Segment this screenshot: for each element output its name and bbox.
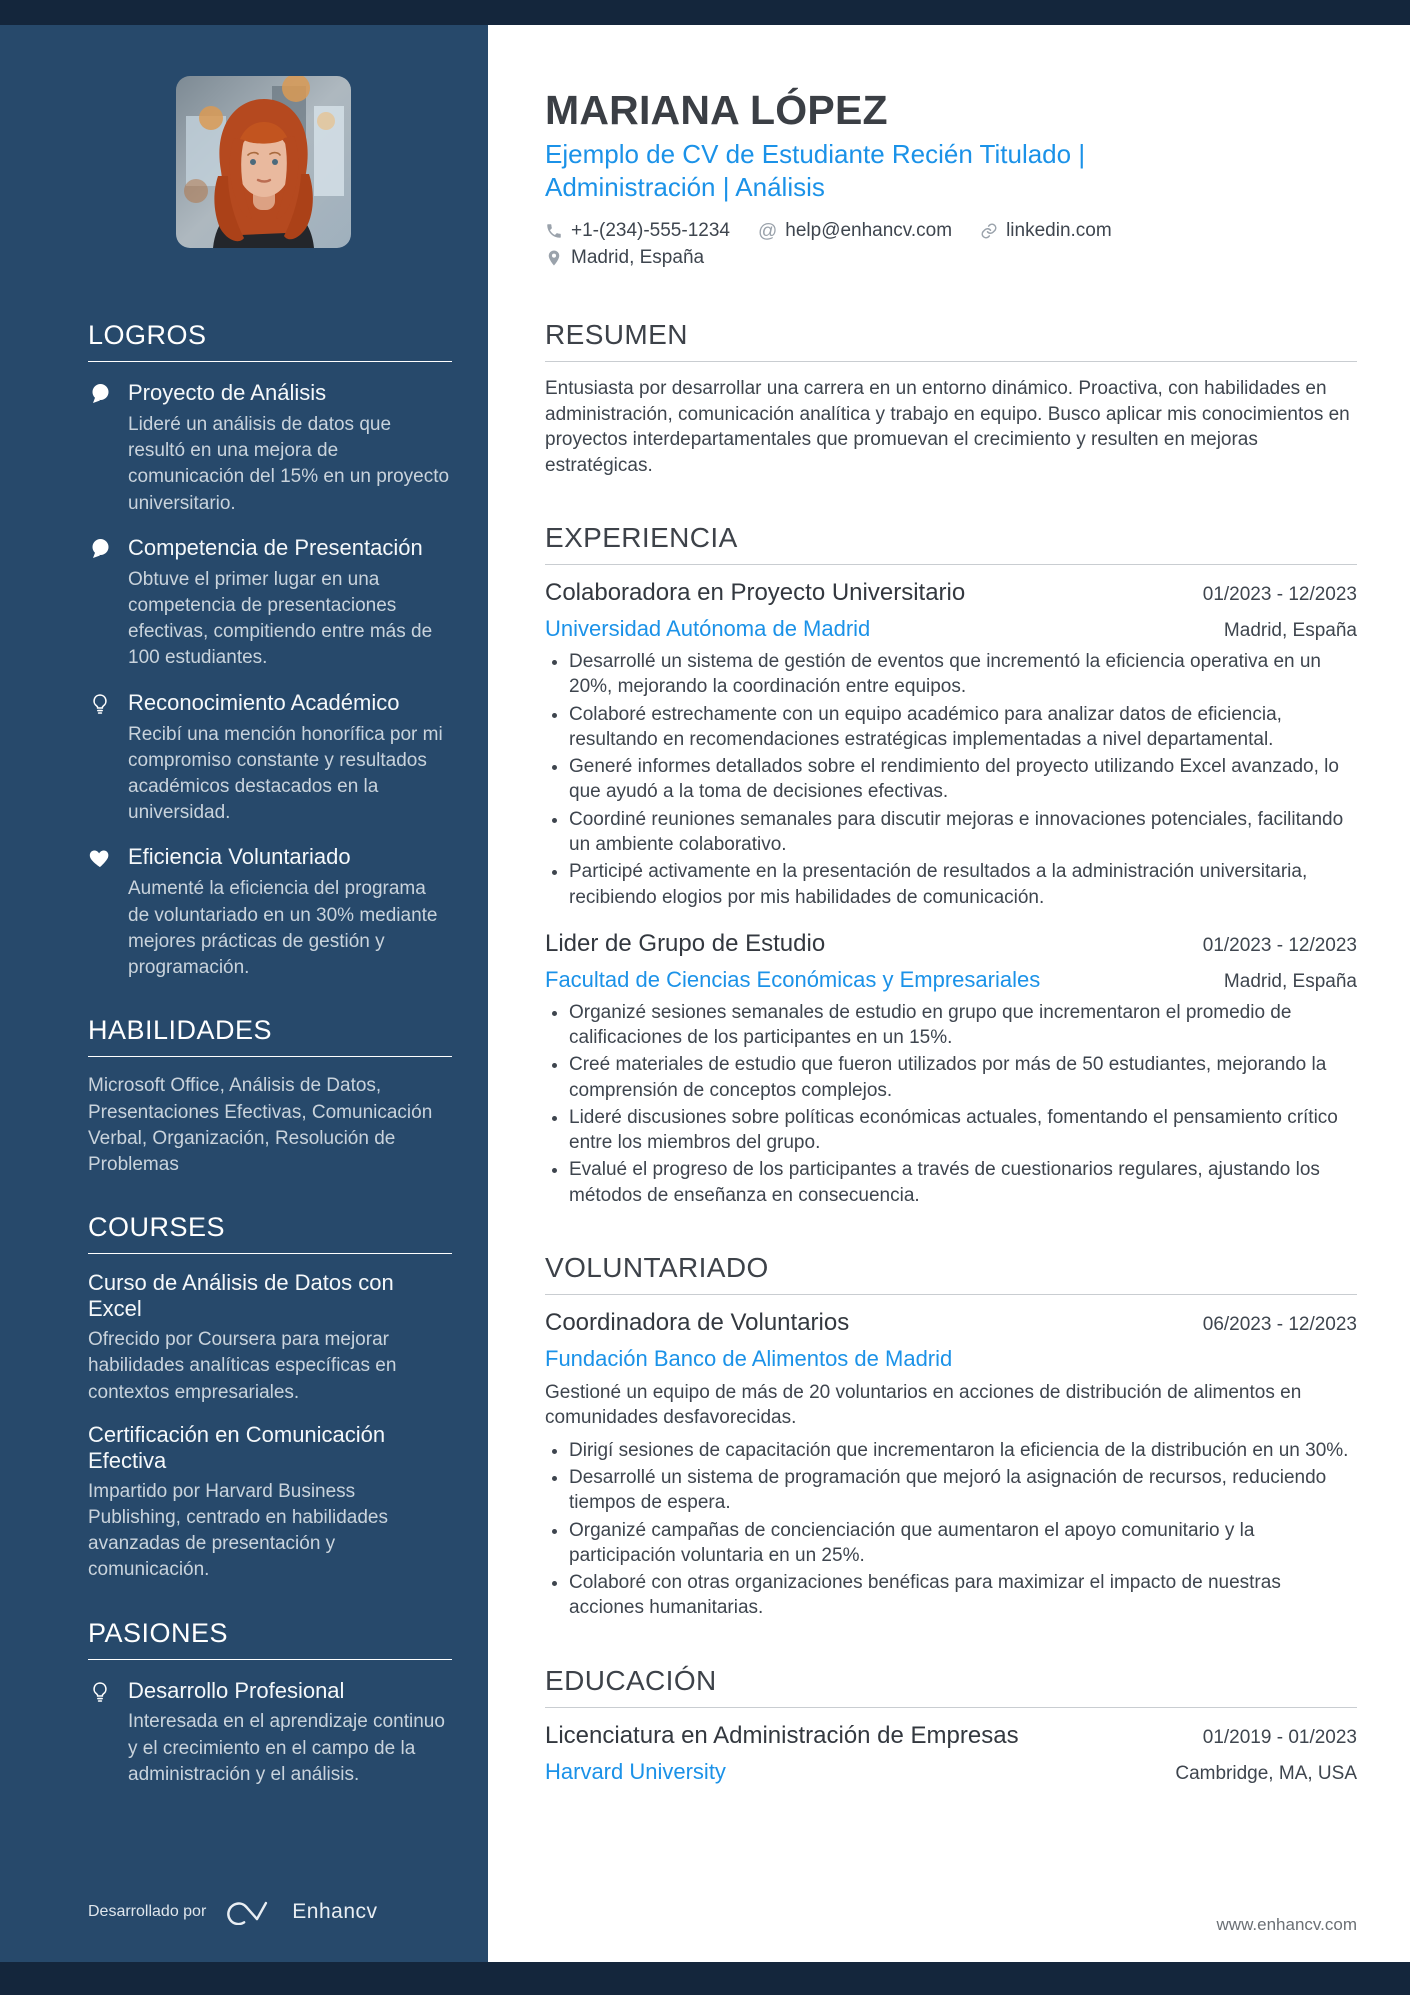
- section-habilidades: [88, 1015, 452, 1178]
- lightbulb-icon: [88, 1678, 128, 1789]
- candidate-name: MARIANA LÓPEZ: [545, 87, 888, 133]
- head-profile-icon: [88, 380, 128, 517]
- logros-heading: LOGROS: [88, 320, 452, 362]
- course-title: Certificación en Comunicación Efectiva: [88, 1421, 386, 1473]
- logro-item: [88, 535, 452, 672]
- degree-title: Licenciatura en Administración de Empresas: [545, 1721, 1019, 1749]
- experience-entry: [545, 930, 1357, 1208]
- phone-number: +1-(234)-555-1234: [571, 220, 730, 242]
- bullet-item: • Evalué el progreso de los participantes a través de cuestionarios regulares, ajustando los métodos de enseñanza en consecuencia.: [569, 1157, 1357, 1208]
- location-row: [545, 247, 1357, 269]
- bullet-item: • Colaboré estrechamente con un equipo académico para analizar datos de eficiencia, resultando en recomendaciones estratégicas implementadas a nivel departamental.: [569, 702, 1357, 753]
- heart-icon: [88, 844, 128, 981]
- section-voluntariado: [545, 1252, 1357, 1621]
- lightbulb-icon: [88, 690, 128, 827]
- website-url: linkedin.com: [1006, 220, 1112, 242]
- voluntariado-heading: VOLUNTARIADO: [545, 1252, 1357, 1295]
- head-profile-icon: [88, 535, 128, 672]
- pasion-title: Desarrollo Profesional: [128, 1677, 345, 1703]
- pasiones-heading: PASIONES: [88, 1618, 452, 1660]
- logro-title: Competencia de Presentación: [128, 534, 423, 560]
- bullet-item: • Organizé sesiones semanales de estudio en grupo que incrementaron el promedio de calificaciones de los participantes en un 15%.: [569, 1000, 1357, 1051]
- bullet-item: • Creé materiales de estudio que fueron utilizados por más de 50 estudiantes, mejorando la comprensión de conceptos complejos.: [569, 1052, 1357, 1103]
- course-title: Curso de Análisis de Datos con Excel: [88, 1270, 394, 1322]
- at-icon: @: [757, 220, 778, 242]
- logro-item: [88, 690, 452, 827]
- company-link[interactable]: Universidad Autónoma de Madrid: [545, 616, 871, 642]
- educacion-heading: EDUCACIÓN: [545, 1665, 1357, 1708]
- logro-text: Recibí una mención honorífica por mi compromiso constante y resultados académicos destacados en la universidad.: [128, 723, 443, 824]
- location-item: [545, 247, 704, 269]
- link-icon: [980, 222, 998, 240]
- course-item: [88, 1422, 452, 1584]
- courses-heading: COURSES: [88, 1212, 452, 1254]
- job-bullets: [545, 649, 1357, 910]
- enhancv-logo-icon: [218, 1899, 280, 1925]
- habilidades-heading: HABILIDADES: [88, 1015, 452, 1057]
- logro-item: [88, 844, 452, 981]
- bullet-item: • Colaboré con otras organizaciones benéficas para maximizar el impacto de nuestras acciones humanitarias.: [569, 1570, 1357, 1621]
- job-dates: 01/2023 - 12/2023: [1202, 584, 1357, 606]
- bullet-item: • Lideré discusiones sobre políticas económicas actuales, fomentando el pensamiento crítico entre los miembros del grupo.: [569, 1105, 1357, 1156]
- experience-entry: [545, 579, 1357, 910]
- bullet-item: • Coordiné reuniones semanales para discutir mejoras e innovaciones potenciales, facilitando un ambiente colaborativo.: [569, 807, 1357, 858]
- bullet-item: • Dirigí sesiones de capacitación que incrementaron la eficiencia de la distribución en un 30%.: [569, 1438, 1357, 1463]
- bullet-item: • Desarrollé un sistema de programación que mejoró la asignación de recursos, reduciendo tiempos de espera.: [569, 1465, 1357, 1516]
- contact-row: [545, 220, 1357, 242]
- course-description: Ofrecido por Coursera para mejorar habilidades analíticas específicas en contextos empresariales.: [88, 1329, 397, 1403]
- company-link[interactable]: Fundación Banco de Alimentos de Madrid: [545, 1345, 953, 1371]
- job-bullets: [545, 1000, 1357, 1208]
- phone-contact[interactable]: [545, 220, 730, 242]
- section-pasiones: [88, 1618, 452, 1789]
- company-link[interactable]: Facultad de Ciencias Económicas y Empresariales: [545, 966, 1041, 992]
- experiencia-heading: EXPERIENCIA: [545, 522, 1357, 565]
- developed-by-label: Desarrollado por: [88, 1903, 207, 1920]
- resumen-text: Entusiasta por desarrollar una carrera en un entorno dinámico. Proactiva, con habilidades en administración, comunicación analítica y trabajo en equipo. Busco aplicar mis conocimientos en proyectos interdepartamentales que promuevan el crecimiento y resulten en mejoras estratégicas.: [545, 378, 1350, 476]
- location-text: Madrid, España: [571, 247, 705, 269]
- bullet-item: • Organizé campañas de concienciación que aumentaron el apoyo comunitario y la participación voluntaria en un 25%.: [569, 1518, 1357, 1569]
- enhancv-url[interactable]: www.enhancv.com: [1216, 1915, 1357, 1934]
- section-logros: [88, 320, 452, 981]
- education-entry: [545, 1722, 1357, 1785]
- email-address: help@enhancv.com: [785, 220, 953, 242]
- resumen-heading: RESUMEN: [545, 319, 1357, 362]
- job-dates: 01/2023 - 12/2023: [1202, 934, 1357, 956]
- bullet-item: • Generé informes detallados sobre el rendimiento del proyecto utilizando Excel avanzado, lo que ayudó a la toma de decisiones efectivas.: [569, 754, 1357, 805]
- headline: Ejemplo de CV de Estudiante Recién Titulado | Administración | Análisis: [545, 139, 1086, 203]
- main-content: [488, 25, 1410, 1962]
- school-link[interactable]: Harvard University: [545, 1758, 726, 1784]
- website-contact[interactable]: [980, 220, 1112, 242]
- phone-icon: [545, 222, 563, 240]
- skills-list: Microsoft Office, Análisis de Datos, Presentaciones Efectivas, Comunicación Verbal, Organización, Resolución de Problemas: [88, 1075, 433, 1175]
- logro-title: Proyecto de Análisis: [128, 380, 327, 405]
- logro-title: Eficiencia Voluntariado: [128, 844, 351, 870]
- enhancv-brand-text: Enhancv: [292, 1900, 378, 1923]
- page-edge-bottom: [0, 1962, 1410, 1995]
- section-educacion: [545, 1665, 1357, 1785]
- section-resumen: [545, 319, 1357, 478]
- volunteer-description: Gestioné un equipo de más de 20 voluntarios en acciones de distribución de alimentos en comunidades desfavorecidas.: [545, 1381, 1302, 1429]
- sidebar-footer: [88, 1899, 452, 1925]
- location-pin-icon: [545, 249, 563, 267]
- logro-text: Obtuve el primer lugar en una competencia de presentaciones efectivas, compitiendo entre más de 100 estudiantes.: [128, 568, 433, 669]
- sidebar: [0, 25, 488, 1962]
- job-location: Madrid, España: [1223, 970, 1357, 992]
- job-title: Colaboradora en Proyecto Universitario: [545, 579, 966, 607]
- job-title: Lider de Grupo de Estudio: [545, 929, 826, 957]
- education-dates: 01/2019 - 01/2023: [1202, 1726, 1357, 1748]
- course-description: Impartido por Harvard Business Publishing, centrado en habilidades avanzadas de presentación y comunicación.: [88, 1480, 388, 1581]
- email-contact[interactable]: [758, 220, 952, 242]
- job-location: Madrid, España: [1223, 620, 1357, 642]
- volunteer-entry: [545, 1309, 1357, 1621]
- job-dates: 06/2023 - 12/2023: [1202, 1313, 1357, 1335]
- job-bullets: [545, 1438, 1357, 1621]
- bullet-item: • Participé activamente en la presentación de resultados a la administración universitaria, recibiendo elogios por mis habilidades de comunicación.: [569, 859, 1357, 910]
- logro-title: Reconocimiento Académico: [128, 689, 400, 715]
- education-location: Cambridge, MA, USA: [1175, 1762, 1357, 1784]
- pasion-item: [88, 1678, 452, 1789]
- profile-photo: [176, 76, 351, 248]
- bullet-item: • Desarrollé un sistema de gestión de eventos que incrementó la eficiencia operativa en un 20%, mejorando la coordinación entre equipos.: [569, 649, 1357, 700]
- logro-text: Aumenté la eficiencia del programa de voluntariado en un 30% mediante mejores prácticas de gestión y programación.: [128, 878, 438, 979]
- logro-item: [88, 380, 452, 517]
- course-item: [88, 1270, 452, 1406]
- page-edge-top: [0, 0, 1410, 25]
- logro-text: Lideré un análisis de datos que resultó en una mejora de comunicación del 15% en un proyecto universitario.: [128, 413, 450, 514]
- section-courses: [88, 1212, 452, 1583]
- pasion-text: Interesada en el aprendizaje continuo y el crecimiento en el campo de la administración y el análisis.: [128, 1711, 445, 1785]
- job-title: Coordinadora de Voluntarios: [545, 1308, 850, 1336]
- section-experiencia: [545, 522, 1357, 1208]
